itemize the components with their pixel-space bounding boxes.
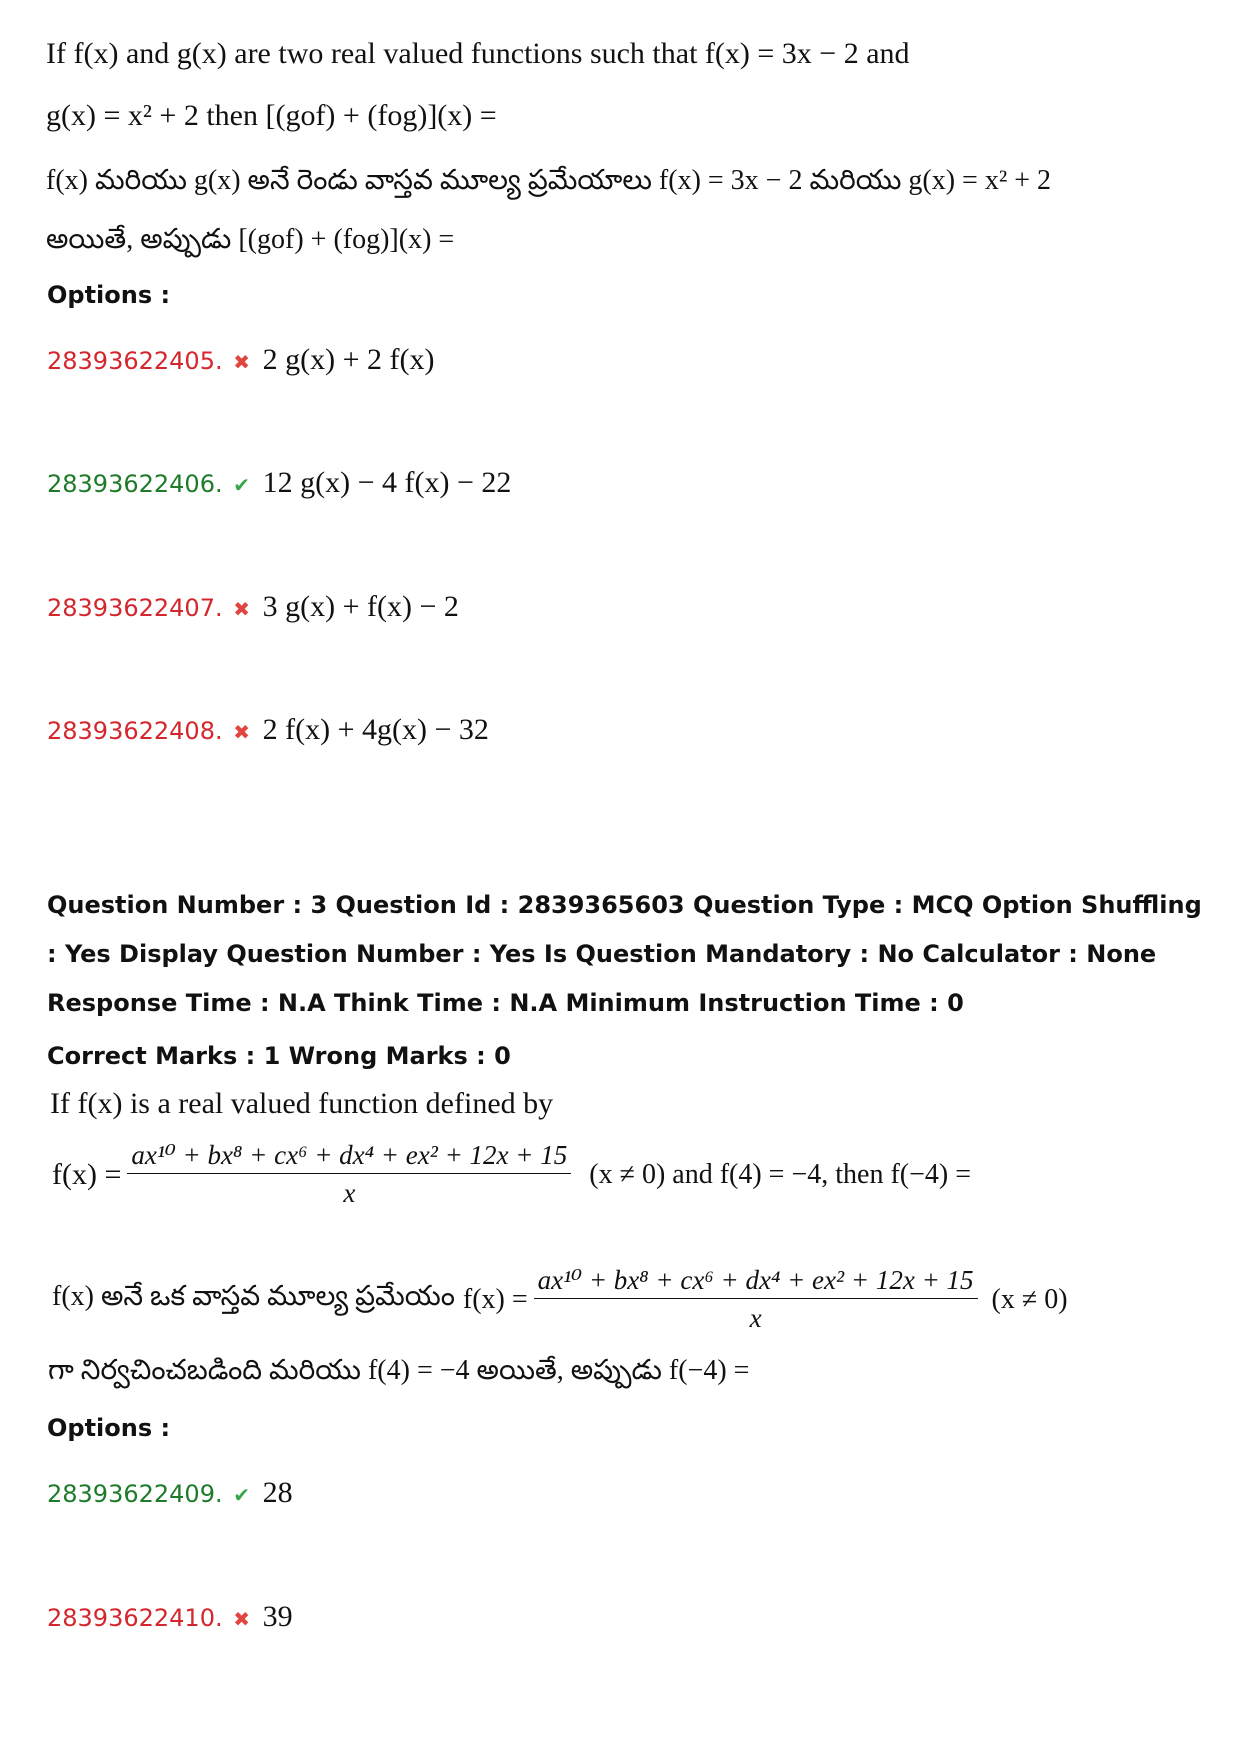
formula-numerator: ax¹⁰ + bx⁸ + cx⁶ + dx⁴ + ex² + 12x + 15: [534, 1265, 978, 1299]
correct-check-icon: ✔: [233, 1483, 250, 1507]
formula-lhs: f(x) =: [462, 1283, 528, 1315]
q3-telugu-line2: గా నిర్వచించబడింది మరియు f(4) = −4 అయితే, అప్పుడు f(−4) =: [48, 1355, 750, 1386]
option-text: 2 g(x) + 2 f(x): [262, 343, 435, 376]
option-text: 39: [262, 1600, 293, 1633]
q2-telugu-line2: అయితే, అప్పుడు [(gof) + (fog)](x) =: [46, 224, 455, 255]
formula-denominator: x: [343, 1178, 356, 1208]
q3-english-condition: (x ≠ 0) and f(4) = −4, then f(−4) =: [589, 1158, 972, 1190]
q3-english-formula: [52, 1140, 971, 1209]
option-text: 12 g(x) − 4 f(x) − 22: [262, 466, 512, 499]
formula-fraction: [534, 1265, 978, 1334]
option-text: 3 g(x) + f(x) − 2: [262, 590, 459, 623]
option-id: 28393622405.: [47, 347, 223, 375]
wrong-mark-icon: ✖: [233, 1607, 250, 1631]
option-id: 28393622407.: [47, 594, 223, 622]
option-row: [47, 343, 434, 377]
option-text: 28: [262, 1476, 293, 1509]
option-row: [47, 713, 489, 747]
wrong-mark-icon: ✖: [233, 597, 250, 621]
q3-telugu-prefix: f(x) అనే ఒక వాస్తవ మూల్య ప్రమేయం: [52, 1280, 455, 1312]
wrong-mark-icon: ✖: [233, 350, 250, 374]
option-row: [47, 1600, 293, 1634]
wrong-mark-icon: ✖: [233, 720, 250, 744]
q3-options-label: Options :: [47, 1414, 171, 1442]
q3-english-line1: If f(x) is a real valued function defined by: [50, 1087, 554, 1120]
q2-options-label: Options :: [47, 281, 171, 309]
option-row: [47, 1476, 293, 1510]
q3-telugu-formula: [52, 1265, 1068, 1334]
formula-denominator: x: [749, 1303, 762, 1333]
option-id: 28393622408.: [47, 717, 223, 745]
formula-lhs: f(x) =: [52, 1157, 122, 1191]
q2-telugu-line1: f(x) మరియు g(x) అనే రెండు వాస్తవ మూల్య ప్రమేయాలు f(x) = 3x − 2 మరియు g(x) = x² + 2: [46, 165, 1052, 196]
option-id: 28393622410.: [47, 1604, 223, 1632]
correct-check-icon: ✔: [233, 473, 250, 497]
option-text: 2 f(x) + 4g(x) − 32: [262, 713, 489, 746]
q2-english-line1: If f(x) and g(x) are two real valued functions such that f(x) = 3x − 2 and: [46, 37, 910, 70]
formula-numerator: ax¹⁰ + bx⁸ + cx⁶ + dx⁴ + ex² + 12x + 15: [127, 1140, 571, 1174]
option-row: [47, 466, 511, 500]
q3-metadata: Question Number : 3 Question Id : 2839365603 Question Type : MCQ Option Shuffling : Yes Display Question Number : Yes Is Question Mandatory : No Calculator : None Response Time : N.A Think Time : N.A Minimum Instruction Time : 0: [47, 891, 1202, 1017]
formula-fraction: [127, 1140, 571, 1209]
option-row: [47, 590, 459, 624]
option-id: 28393622406.: [47, 470, 223, 498]
option-id: 28393622409.: [47, 1480, 223, 1508]
q3-telugu-condition: (x ≠ 0): [991, 1283, 1068, 1315]
q2-english-line2: g(x) = x² + 2 then [(gof) + (fog)](x) =: [46, 99, 497, 132]
q3-marks: Correct Marks : 1 Wrong Marks : 0: [47, 1042, 511, 1070]
